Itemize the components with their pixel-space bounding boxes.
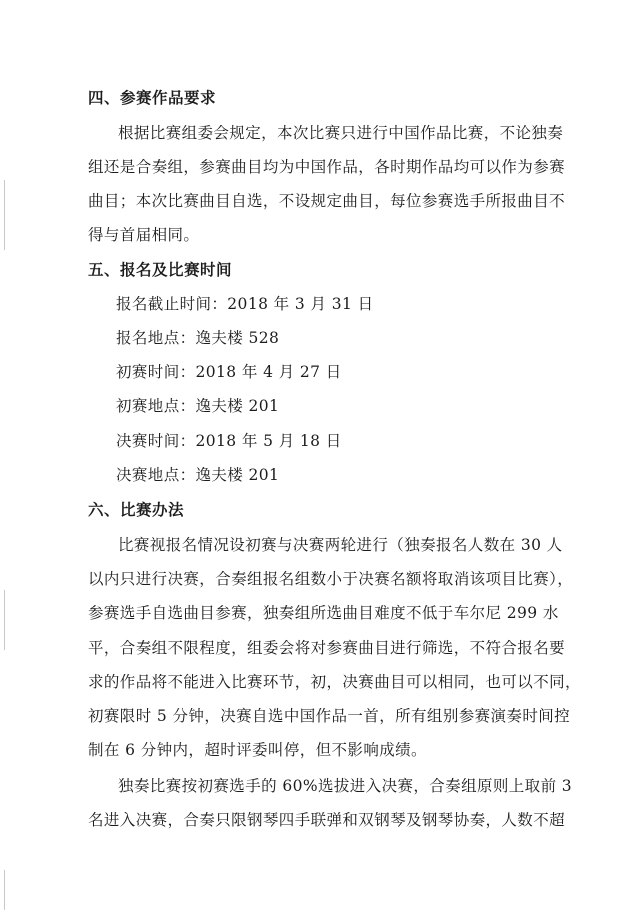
- schedule-item: 决赛时间：2018 年 5 月 18 日: [116, 432, 342, 450]
- paragraph-line: 根据比赛组委会规定，本次比赛只进行中国作品比赛，不论独奏: [118, 124, 564, 142]
- paragraph-line: 得与首届相同。: [88, 226, 200, 244]
- paragraph-line: 参赛选手自选曲目参赛，独奏组所选曲目难度不低于车尔尼 299 水: [88, 604, 559, 622]
- schedule-item: 初赛地点：逸夫楼 201: [116, 397, 280, 415]
- scan-edge-line: [4, 180, 5, 250]
- paragraph-line: 初赛限时 5 分钟，决赛自选中国作品一首，所有组别参赛演奏时间控: [88, 707, 571, 725]
- section-heading: 六、比赛办法: [88, 500, 185, 519]
- scan-edge-line: [4, 870, 5, 910]
- schedule-item: 初赛时间：2018 年 4 月 27 日: [116, 363, 342, 381]
- scan-edge-line: [4, 590, 5, 650]
- paragraph-line: 独奏比赛按初赛选手的 60%选拔进入决赛，合奏组原则上取前 3: [118, 777, 573, 795]
- paragraph-line: 求的作品将不能进入比赛环节，初，决赛曲目可以相同，也可以不同，: [88, 673, 581, 691]
- schedule-item: 报名截止时间：2018 年 3 月 31 日: [116, 295, 374, 313]
- paragraph-line: 组还是合奏组，参赛曲目均为中国作品，各时期作品均可以作为参赛: [88, 158, 566, 176]
- section-heading: 五、报名及比赛时间: [88, 260, 233, 279]
- section-heading: 四、参赛作品要求: [88, 88, 217, 107]
- paragraph-line: 以内只进行决赛，合奏组报名组数小于决赛名额将取消该项目比赛），: [88, 570, 574, 588]
- paragraph-line: 平，合奏组不限程度，组委会将对参赛曲目进行筛选，不符合报名要: [88, 639, 566, 657]
- paragraph-line: 曲目；本次比赛曲目自选，不设规定曲目，每位参赛选手所报曲目不: [88, 192, 566, 210]
- schedule-item: 报名地点：逸夫楼 528: [116, 329, 280, 347]
- paragraph-line: 比赛视报名情况设初赛与决赛两轮进行（独奏报名人数在 30 人: [118, 536, 563, 554]
- paragraph-line: 名进入决赛，合奏只限钢琴四手联弹和双钢琴及钢琴协奏，人数不超: [88, 811, 566, 829]
- schedule-item: 决赛地点：逸夫楼 201: [116, 466, 280, 484]
- paragraph-line: 制在 6 分钟内，超时评委叫停，但不影响成绩。: [88, 741, 427, 759]
